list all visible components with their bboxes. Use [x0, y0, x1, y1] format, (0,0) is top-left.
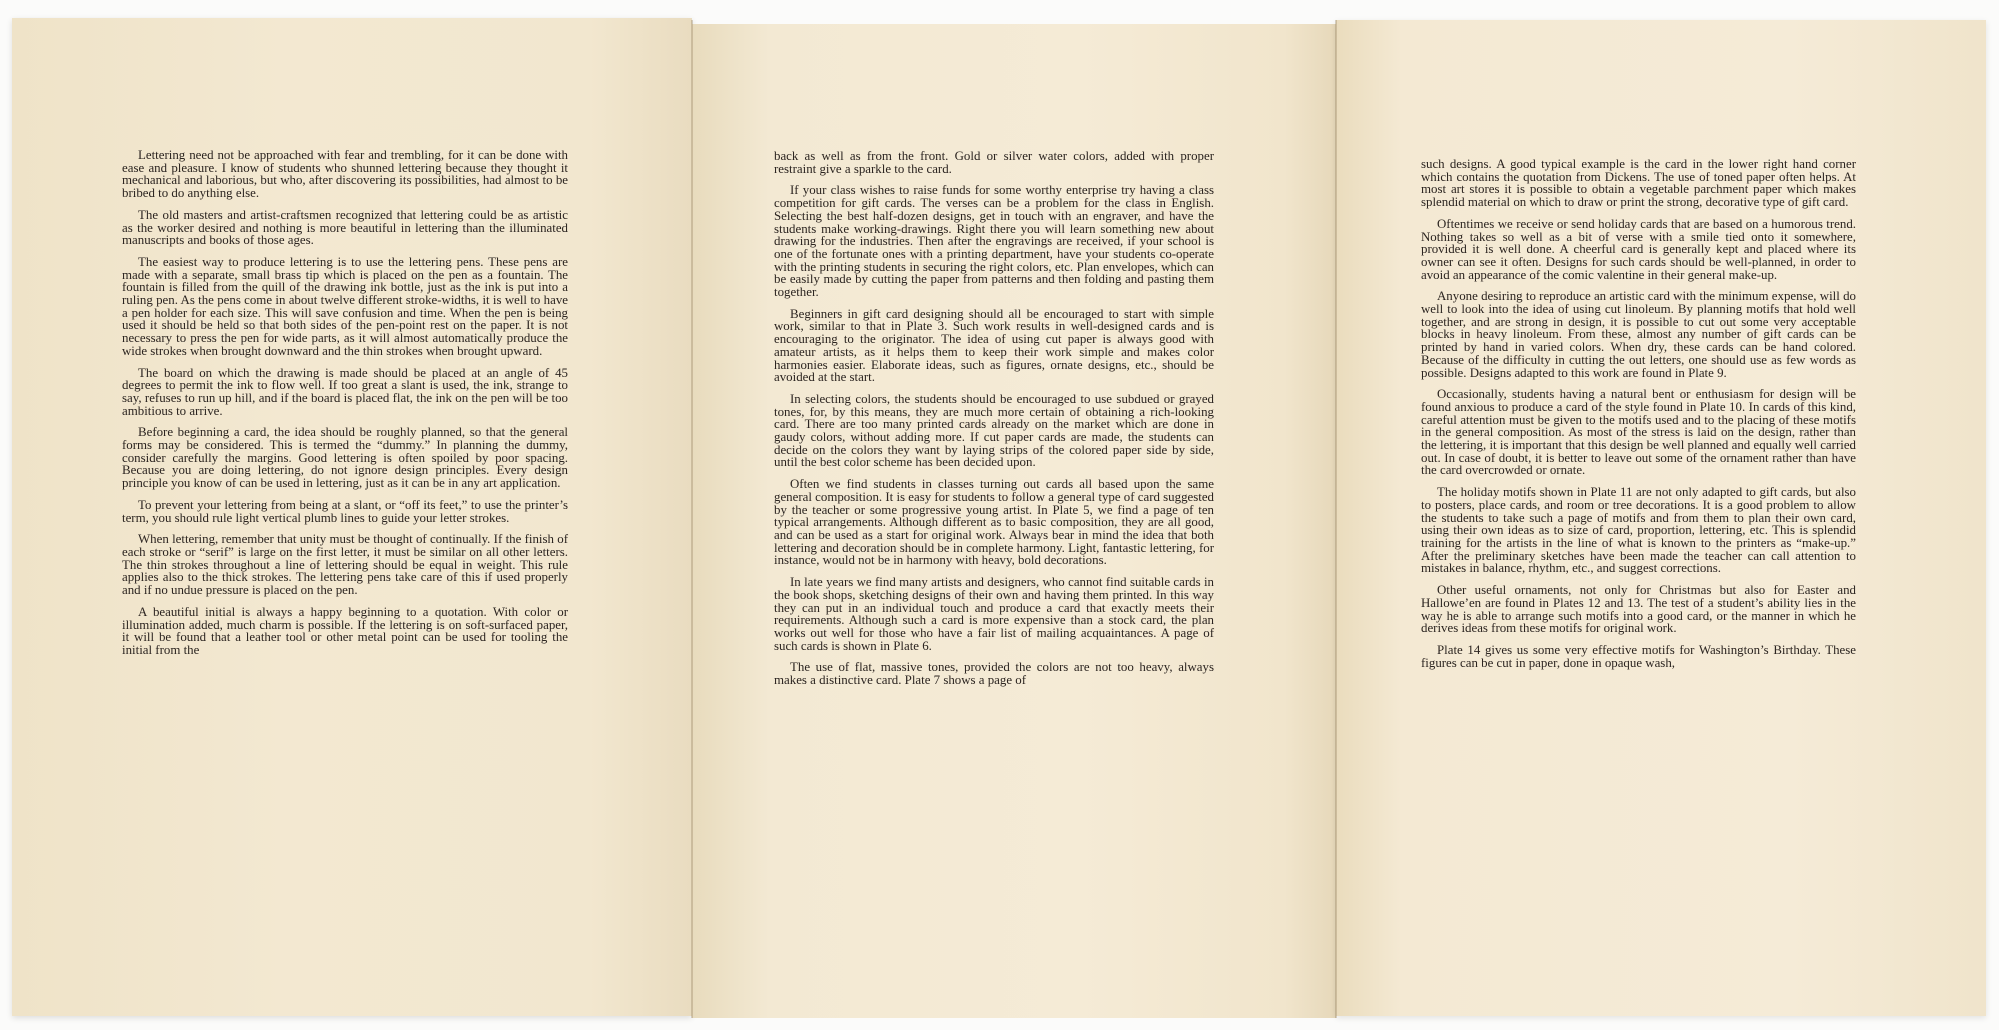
paragraph: The easiest way to produce lettering is to use the lettering pens. These pens are made with a separate, small brass tip which is placed on the pen as a fountain. The fountain is filled from the quill of the drawing ink bottle, just as the ink is put into a ruling pen. As the pens come in about twelve different stroke-widths, it is well to have a pen holder for each size. This will save confusion and time. When the pen is being used it should be held so that both sides of the pen-point rest on the paper. It is not necessary to press the pen for wide parts, as it will almost automatically produce the wide strokes when brought downward and the thin strokes when brought upward.	[122, 254, 568, 358]
paragraph: Lettering need not be approached with fear and trembling, for it can be done with ease and pleasure. I know of students who shunned lettering because they thought it mechanical and laborious, but who, after discovering its possibilities, had almost to be bribed to do anything else.	[122, 148, 568, 201]
paragraph: Occasionally, students having a natural bent or enthusiasm for design will be found anxious to produce a card of the style found in Plate 10. In cards of this kind, careful attention must be given to the motifs used and to the placing of these motifs in the general composition. As most of the stress is laid on the design, rather than the lettering, it is important that this design be well planned and equally well carried out. In case of doubt, it is better to leave out some of the ornament rather than have the card overcrowded or ornate.	[1421, 387, 1856, 478]
paragraph: The board on which the drawing is made should be placed at an angle of 45 degrees to permit the ink to flow well. If too great a slant is used, the ink, strange to say, refuses to run up hill, and if the board is placed flat, the ink on the pen will be too ambitious to arrive.	[122, 365, 568, 418]
paragraph-continued: back as well as from the front. Gold or silver water colors, added with proper restraint give a sparkle to the card.	[774, 149, 1214, 176]
paragraph: Plate 14 gives us some very effective motifs for Washington’s Birthday. These figures can be cut in paper, done in opaque wash,	[1421, 642, 1856, 670]
paragraph: In late years we find many artists and designers, who cannot find suitable cards in the book shops, sketching designs of their own and having them printed. In this way they can put in an individual touch and produce a card that exactly meets their requirements. Although such a card is more expensive than a stock card, the plan works out well for those who have a fair list of mailing acquaintances. A page of such cards is shown in Plate 6.	[774, 575, 1214, 653]
paragraph: In selecting colors, the students should be encouraged to use subdued or grayed tones, for, by this means, they are much more certain of obtaining a rich-looking card. There are too many printed cards already on the market which are done in gaudy colors, without adding more. If cut paper cards are made, the students can decide on the colors they want by laying strips of the colored paper side by side, until the best color scheme has been decided upon.	[774, 391, 1214, 470]
paragraph: Anyone desiring to reproduce an artistic card with the minimum expense, will do well to look into the idea of using cut linoleum. By planning motifs that hold well together, and are strong in design, it is possible to cut out some very acceptable blocks in heavy linoleum. From these, almost any number of gift cards can be printed by hand in varied colors. When dry, these cards can be hand colored. Because of the difficulty in cutting the out letters, one should use as few words as possible. Designs adapted to this work are found in Plate 9.	[1421, 289, 1856, 380]
fold-line-left	[691, 20, 693, 1018]
paragraph: The old masters and artist-craftsmen recognized that lettering could be as artistic as the worker desired and nothing is more beautiful in lettering than the illuminated manuscripts and books of those ages.	[122, 207, 568, 248]
paragraph: A beautiful initial is always a happy beginning to a quotation. With color or illumination added, much charm is possible. If the lettering is on soft-surfaced paper, it will be found that a leather tool or other metal point can be used for tooling the initial from the	[122, 604, 568, 657]
paragraph: Before beginning a card, the idea should be roughly planned, so that the general forms may be considered. This is termed the “dummy.” In planning the dummy, consider carefully the margins. Good lettering is often spoiled by poor spacing. Because you are doing lettering, do not ignore design principles. Every design principle you know of can be used in lettering, just as it can be in any art application.	[122, 425, 568, 491]
paragraph: If your class wishes to raise funds for some worthy enterprise try having a class competition for gift cards. The verses can be a problem for the class in English. Selecting the best half-dozen designs, get in touch with an engraver, and have the students make working-drawings. Right there you will learn something new about drawing for the industries. Then after the engravings are received, if your school is one of the fortunate ones with a printing department, have your students co-operate with the printing students in securing the right colors, etc. Plan envelopes, which can be easily made by cutting the paper from patterns and then folding and pasting them together.	[774, 183, 1214, 300]
right-text-column	[1421, 158, 1856, 669]
paragraph: Beginners in gift card designing should all be encouraged to start with simple work, similar to that in Plate 3. Such work results in well-designed cards and is encouraging to the originator. The idea of using cut paper is always good with amateur artists, as it helps them to keep their work simple and makes color harmonies easier. Elaborate ideas, such as figures, ornate designs, etc., should be avoided at the start.	[774, 306, 1214, 385]
paragraph: When lettering, remember that unity must be thought of continually. If the finish of each stroke or “serif” is large on the first letter, it must be similar on all other letters. The thin strokes throughout a line of lettering should be equal in weight. This rule applies also to the thick strokes. The lettering pens take care of this if used properly and if no undue pressure is placed on the pen.	[122, 532, 568, 598]
paragraph: Other useful ornaments, not only for Christmas but also for Easter and Hallowe’en are found in Plates 12 and 13. The test of a student’s ability lies in the way he is able to arrange such motifs into a good card, or the manner in which he derives ideas from these motifs for original work.	[1421, 583, 1856, 636]
paragraph-continued: such designs. A good typical example is the card in the lower right hand corner which contains the quotation from Dickens. The use of toned paper often helps. At most art stores it is possible to obtain a vegetable parchment paper which makes splendid material on which to draw or print the strong, decorative type of gift card.	[1421, 157, 1856, 210]
paragraph: The holiday motifs shown in Plate 11 are not only adapted to gift cards, but also to posters, place cards, and room or tree decorations. It is a good problem to allow the students to take such a page of motifs and from them to plan their own card, using their own ideas as to size of card, proportion, lettering, etc. This is splendid training for the artists in the line of what is known to the printers as “make-up.” After the preliminary sketches have been made the teacher can call attention to mistakes in balance, rhythm, etc., and suggest corrections.	[1421, 485, 1856, 576]
middle-text-column	[774, 150, 1214, 687]
paragraph: The use of flat, massive tones, provided the colors are not too heavy, always makes a distinctive card. Plate 7 shows a page of	[774, 660, 1214, 688]
paragraph: To prevent your lettering from being at a slant, or “off its feet,” to use the printer’s term, you should rule light vertical plumb lines to guide your letter strokes.	[122, 497, 568, 525]
paragraph: Often we find students in classes turning out cards all based upon the same general composition. It is easy for students to follow a general type of card suggested by the teacher or some progressive young artist. In Plate 5, we find a page of ten typical arrangements. Although different as to basic composition, they are all good, and can be used as a start for original work. Always bear in mind the idea that both lettering and decoration should be in complete harmony. Light, fantastic lettering, for instance, would not be in harmony with heavy, bold decorations.	[774, 477, 1214, 568]
paragraph: Oftentimes we receive or send holiday cards that are based on a humorous trend. Nothing takes so well as a bit of verse with a smile tied onto it somewhere, provided it is well done. A cheerful card is generally kept and placed where its owner can see it often. Designs for such cards should be well-planned, in order to avoid an appearance of the comic valentine in their general make-up.	[1421, 216, 1856, 282]
left-text-column	[122, 149, 568, 657]
fold-line-right	[1335, 20, 1337, 1018]
